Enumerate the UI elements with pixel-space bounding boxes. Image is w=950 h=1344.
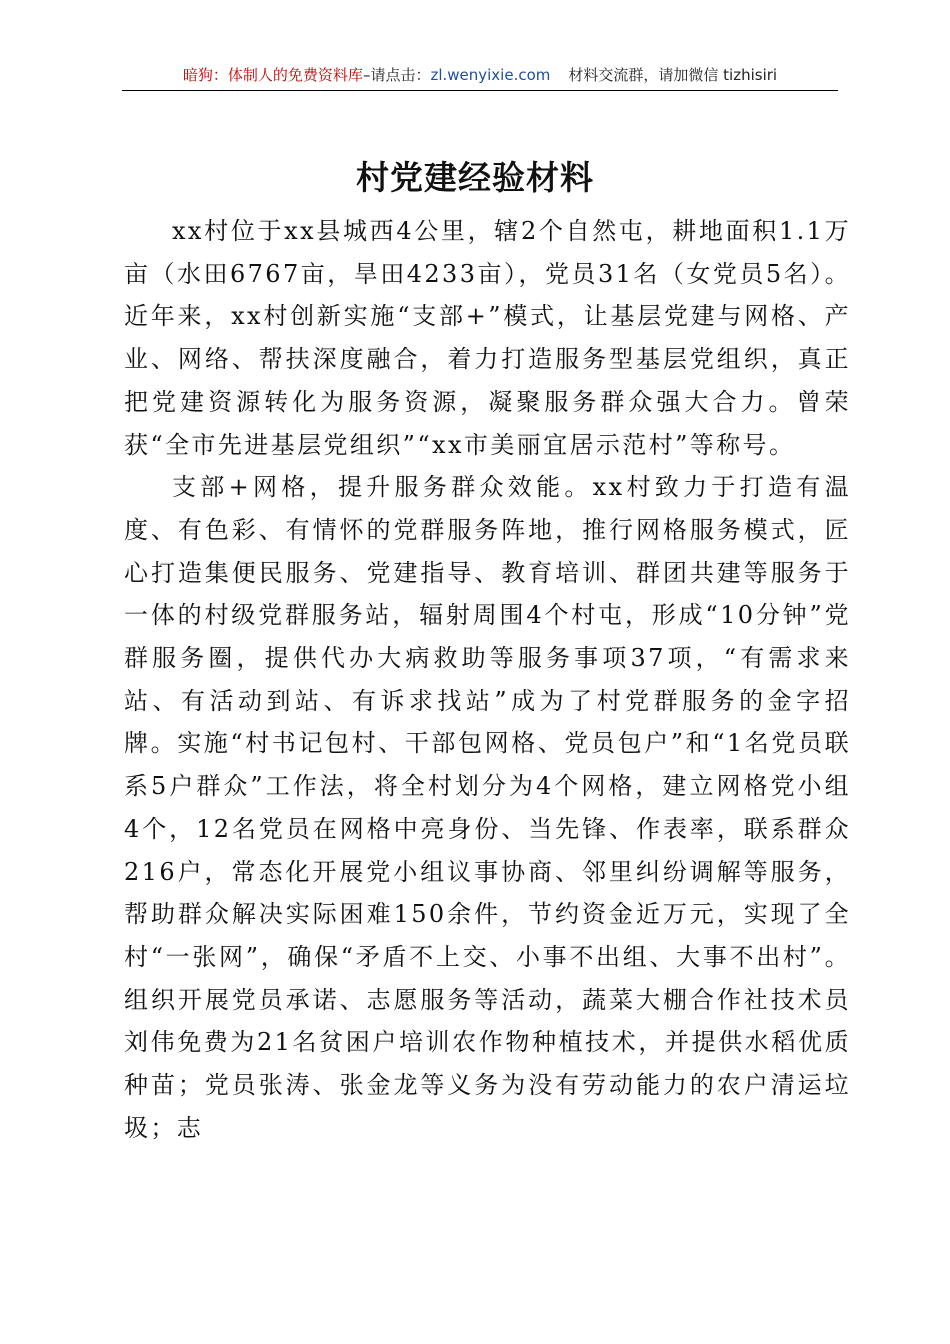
- header-wechat-note: 材料交流群，请加微信 tizhisiri: [568, 66, 778, 84]
- document-body: [124, 210, 851, 1149]
- paragraph-intro: xx村位于xx县城西4公里，辖2个自然屯，耕地面积1.1万亩（水田6767亩，旱田4233亩），党员31名（女党员5名）。近年来，xx村创新实施“支部+”模式，让基层党建与网格、产业、网络、帮扶深度融合，着力打造服务型基层党组织，真正把党建资源转化为服务资源，凝聚服务群众强大合力。曾荣获“全市先进基层党组织”“xx市美丽宜居示范村”等称号。: [124, 217, 851, 459]
- header-site-name: 暗狗：体制人的免费资料库: [182, 66, 363, 84]
- document-title: 村党建经验材料: [356, 158, 594, 197]
- header-url-link[interactable]: zl.wenyixie.com: [430, 66, 551, 84]
- page-header: [122, 62, 838, 91]
- header-click-prompt: –请点击：: [362, 66, 431, 84]
- paragraph-branch-grid: 支部+网格，提升服务群众效能。xx村致力于打造有温度、有色彩、有情怀的党群服务阵地，推行网格服务模式，匠心打造集便民服务、党建指导、教育培训、群团共建等服务于一体的村级党群服务站，辐射周围4个村屯，形成“10分钟”党群服务圈，提供代办大病救助等服务事项37项，“有需求来站、有活动到站、有诉求找站”成为了村党群服务的金字招牌。实施“村书记包村、干部包网格、党员包户”和“1名党员联系5户群众”工作法，将全村划分为4个网格，建立网格党小组4个，12名党员在网格中亮身份、当先锋、作表率，联系群众216户，常态化开展党小组议事协商、邻里纠纷调解等服务，帮助群众解决实际困难150余件，节约资金近万元，实现了全村“一张网”，确保“矛盾不上交、小事不出组、大事不出村”。组织开展党员承诺、志愿服务等活动，蔬菜大棚合作社技术员刘伟免费为21名贫困户培训农作物种植技术，并提供水稻优质种苗；党员张涛、张金龙等义务为没有劳动能力的农户清运垃圾；志: [124, 473, 851, 1142]
